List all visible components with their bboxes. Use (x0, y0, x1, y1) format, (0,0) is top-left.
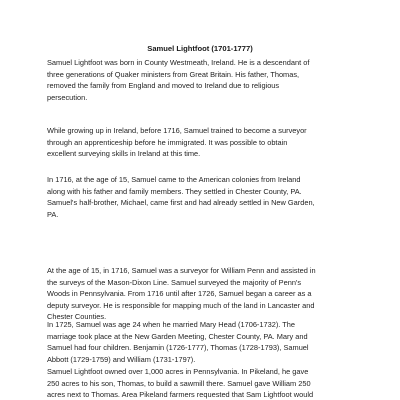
paragraph-birth (47, 57, 363, 103)
paragraph-line: Woods in Pennsylvania. From 1716 until after 1726, Samuel began a career as a (47, 289, 312, 298)
paragraph-line: Samuel Lightfoot owned over 1,000 acres in Pennsylvania. In Pikeland, he gave (47, 367, 309, 376)
paragraph-immigration (47, 174, 363, 220)
paragraph-line: Samuel had four children. Benjamin (1726-1777), Thomas (1728-1793), Samuel (47, 343, 309, 352)
paragraph-line: three generations of Quaker ministers from Great Britain. His father, Thomas, (47, 69, 300, 79)
paragraph-line: removed the family from England and moved to Ireland due to religious (47, 81, 280, 90)
paragraph-surveying-career (47, 265, 363, 323)
paragraph-line: Samuel's half-brother, Michael, came first and had already settled in New Garden, (47, 198, 315, 207)
paragraph-line: 250 acres to his son, Thomas, to build a sawmill there. Samuel gave William 250 (47, 378, 311, 388)
paragraph-land-ownership (47, 366, 363, 400)
document-title: Samuel Lightfoot (1701-1777) (147, 44, 253, 53)
paragraph-line: PA. (47, 209, 59, 219)
paragraph-line: persecution. (47, 92, 88, 102)
paragraph-line: In 1725, Samuel was age 24 when he married Mary Head (1706-1732). The (47, 320, 296, 329)
paragraph-line: excellent surveying skills in Ireland at this time. (47, 149, 201, 158)
paragraph-marriage (47, 319, 363, 365)
paragraph-line: Samuel Lightfoot was born in County Westmeath, Ireland. He is a descendant of (47, 58, 310, 67)
paragraph-line: deputy surveyor. He is responsible for mapping much of the land in Lancaster and (47, 300, 315, 310)
paragraph-line: marriage took place at the New Garden Meeting, Chester County, PA. Mary and (47, 331, 308, 341)
paragraph-line: through an apprenticeship before he immigrated. It was possible to obtain (47, 137, 288, 147)
paragraph-line: In 1716, at the age of 15, Samuel came to the American colonies from Ireland (47, 175, 301, 184)
paragraph-training (47, 125, 363, 160)
paragraph-line: At the age of 15, in 1716, Samuel was a surveyor for William Penn and assisted in (47, 266, 316, 275)
paragraph-line: acres next to Thomas. Area Pikeland farmers requested that Sam Lightfoot would (47, 390, 314, 399)
paragraph-line: Abbott (1729-1759) and William (1731-1797). (47, 354, 196, 364)
paragraph-line: While growing up in Ireland, before 1716, Samuel trained to become a surveyor (47, 126, 307, 135)
paragraph-line: the surveys of the Mason-Dixon Line. Samuel surveyed the majority of Penn's (47, 277, 302, 287)
paragraph-line: Chester Counties. (47, 312, 107, 321)
paragraph-line: along with his father and family members. They settled in Chester County, PA. (47, 186, 302, 196)
